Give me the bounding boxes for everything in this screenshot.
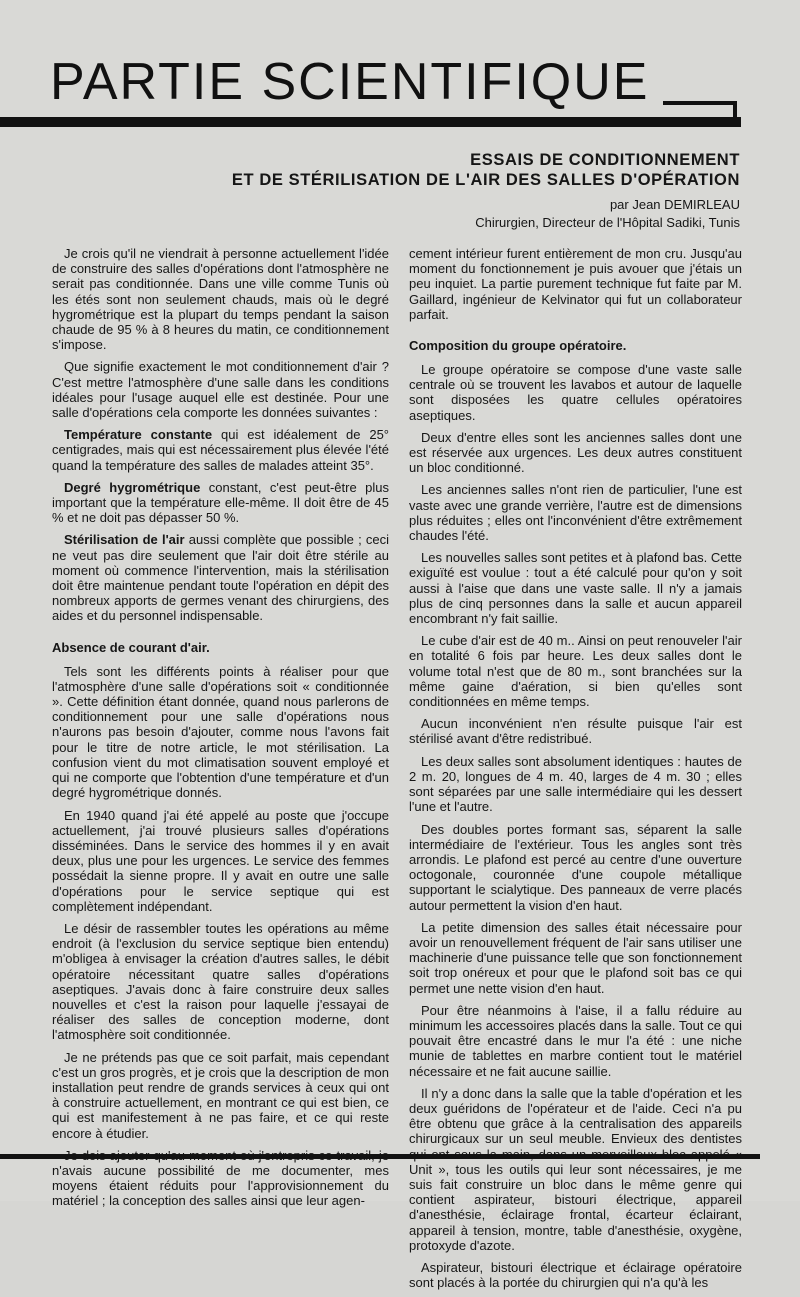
paragraph: Pour être néanmoins à l'aise, il a fallu réduire au minimum les accessoires placés dans la salle. Tout ce qui pouvait être encastré dans le mur l'a été : une niche munie de tablettes en marbre contient tout le matériel nécessaire et ne fait aucune saillie. bbox=[409, 1002, 742, 1079]
paragraph: Aspirateur, bistouri électrique et éclairage opératoire sont placés à la portée du chirurgien qui n'a qu'à les bbox=[409, 1259, 742, 1291]
article-title bbox=[232, 150, 740, 190]
article-title-line-2: ET DE STÉRILISATION DE L'AIR DES SALLES D'OPÉRATION bbox=[231, 171, 740, 189]
paragraph: Le cube d'air est de 40 m.. Ainsi on peut renouveler l'air en totalité 6 fois par heure. Les deux salles dont le volume total n'est que de 80 m., sont branchées sur la même gaine d'aération, si bien qu'elles sont conditionnées en même temps. bbox=[409, 633, 742, 710]
paragraph: Des doubles portes formant sas, séparent la salle intermédiaire de l'extérieur. Tous les angles sont très arrondis. Le plafond est percé au centre d'une ouverture octogonale, couronnée d'une coupole métallique supportant le scialytique. Des panneaux de verre placés autour permettent la vision d'en haut. bbox=[409, 821, 742, 913]
paragraph bbox=[52, 532, 389, 623]
byline-role: Chirurgien, Directeur de l'Hôpital Sadiki, Tunis bbox=[475, 215, 740, 230]
paragraph-lead: Stérilisation de l'air bbox=[64, 532, 185, 548]
paragraph-lead: Température constante bbox=[64, 427, 213, 443]
paragraph-body: qui est idéalement de 25° centigrades, mais qui est nécessairement plus élevée l'été quand la température des salles de malades atteint 35°. bbox=[52, 427, 390, 473]
paragraph-lead: Degré hygrométrique bbox=[64, 479, 201, 495]
paragraph: Deux d'entre elles sont les anciennes salles dont une est réservée aux urgences. Les deux autres constituent un bloc conditionné. bbox=[409, 429, 742, 476]
paragraph: Le désir de rassembler toutes les opérations au même endroit (à l'exclusion du service septique bien entendu) m'obligea à envisager la création d'autres salles, le débit opératoire nécessitant quatre salles d'opérations aseptiques. J'avais donc à faire construire deux salles nouvelles et c'est la raison pour laquelle j'essayai de réaliser des salles de conception moderne, dont l'atmosphère soit conditionnée. bbox=[52, 920, 389, 1043]
paragraph bbox=[52, 427, 389, 473]
paragraph: n'avais aucune possibilité de me documenter, mes moyens étaient réduits pour l'approvisionnement du matériel ; la conception des salles ainsi que leur agen- bbox=[52, 1162, 389, 1209]
paragraph: Les anciennes salles n'ont rien de particulier, l'une est vaste avec une grande verrière, l'autre est de dimensions plus réduites ; elles ont l'inconvénient d'être extrêmement chaudes l'été. bbox=[409, 482, 742, 544]
paragraph: La petite dimension des salles était nécessaire pour avoir un renouvellement fréquent de l'air sans utiliser une machinerie d'une puissance telle que son fonctionnement soit trop onéreux et pour que le plafond soit bas ce qui permet une nette vision d'en haut. bbox=[409, 919, 742, 996]
paragraph: Le groupe opératoire se compose d'une vaste salle centrale où se trouvent les lavabos et autour de laquelle sont disposées les quatre cellules opératoires aseptiques. bbox=[409, 362, 742, 423]
paragraph: Tels sont les différents points à réaliser pour que l'atmosphère d'une salle d'opérations soit « conditionnée ». Cette définition étant donnée, quand nous parlerons de conditionnement pour une salle d'opérations nous n'aurons pas besoin d'ajouter, comme nous l'avons fait pour le titre de notre article, le mot stérilisation. La confusion vient du mot climatisation souvent employé et qui ne comporte que l'obtention d'une température et d'un degré hygrométrique donnés. bbox=[52, 663, 389, 801]
paragraph: Je crois qu'il ne viendrait à personne actuellement l'idée de construire des salles d'opérations dont l'atmosphère ne serait pas conditionnée. Dans une ville comme Tunis où les étés sont non seulement chauds, mais où le degré hygrométrique est la plupart du temps pendant la saison chaude de 95 % à 8 heures du matin, ce conditionnement s'impose. bbox=[52, 246, 389, 353]
right-column bbox=[409, 246, 742, 1297]
paragraph: Les nouvelles salles sont petites et à plafond bas. Cette exiguïté est voulue : tout a été calculé pour qu'on y soit aussi à l'aise que dans une vaste salle. Il n'y a jamais plus de cinq personnes dans la salle et aucun appareil encombrant n'y fait saillie. bbox=[409, 550, 742, 627]
subheading-composition: Composition du groupe opératoire. bbox=[409, 338, 627, 354]
paragraph: cement intérieur furent entièrement de mon cru. Jusqu'au moment du fonctionnement je puis avouer que j'étais un peu inquiet. La partie purement technique fut faite par M. Gaillard, ingénieur de Kelvinator qui fut un collaborateur parfait. bbox=[409, 246, 742, 322]
paragraph: Aucun inconvénient n'en résulte puisque l'air est stérilisé avant d'être redistribué. bbox=[409, 716, 742, 747]
article-title-line-1: ESSAIS DE CONDITIONNEMENT bbox=[470, 151, 740, 169]
paragraph-body: aussi complète que possible ; ceci ne veut pas dire seulement que l'air doit être stérile au moment où commence l'intervention, mais la stérilisation doit être maintenue pendant toute l'opération en dépit des nombreux apports de germes venant des chirurgiens, des aides et du personnel indispensable. bbox=[52, 532, 390, 624]
section-title: PARTIE SCIENTIFIQUE bbox=[50, 53, 650, 111]
paragraph: Il n'y a donc dans la salle que la table d'opération et les deux guéridons de l'opérateur et de l'aide. Ceci n'a pu être obtenu que grâce à la centralisation des appareils chirurgicaux sur un seul meuble. Envieux des dentistes Unit », tous les outils qui leur sont nécessaires, je me suis fait construire un bloc dans le même genre qui contient aspirateur, bistouri électrique, appareil d'anesthésie, éclairage frontal, écarteur éclairant, appareil à tension, montre, table d'anesthésie, oxygène, protoxyde d'azote. bbox=[409, 1085, 742, 1253]
left-column bbox=[52, 246, 389, 1216]
paragraph: Je ne prétends pas que ce soit parfait, mais cependant c'est un gros progrès, et je crois que la description de mon installation peut rendre de grands services à ceux qui ont à construire actuellement, en montrant ce qui est bien, ce qui est manifestement à ne pas faire, et ce qui reste encore à étudier. bbox=[52, 1049, 389, 1141]
paragraph-body: constant, c'est peut-être plus important que la température elle-même. Il doit être de 45 % et ne doit pas dépasser 50 %. bbox=[52, 479, 389, 526]
byline bbox=[475, 196, 740, 232]
paragraph: Que signifie exactement le mot conditionnement d'air ? C'est mettre l'atmosphère d'une salle dans les conditions idéales pour l'usage auquel elle est destinée. Pour une salle d'opérations cela comporte les données suivantes : bbox=[52, 359, 389, 421]
bottom-rule bbox=[0, 1154, 760, 1159]
paragraph: Les deux salles sont absolument identiques : hautes de 2 m. 20, longues de 4 m. 40, larges de 4 m. 30 ; elles sont séparées par une salle intermédiaire qui les dessert l'une et l'autre. bbox=[409, 753, 742, 815]
byline-author: par Jean DEMIRLEAU bbox=[609, 197, 740, 212]
paragraph bbox=[52, 480, 389, 526]
top-rule bbox=[0, 117, 741, 127]
subheading-absence-courant-air: Absence de courant d'air. bbox=[52, 639, 210, 655]
paragraph: En 1940 quand j'ai été appelé au poste que j'occupe actuellement, j'ai trouvé plusieurs salles d'opérations disséminées. Dans le service des hommes il y en avait deux, plus une pour les urgences. Le service des femmes possédait la sienne propre. Il y avait en outre une salle d'opérations pour le service septique qui est complètement indépendant. bbox=[52, 807, 389, 914]
